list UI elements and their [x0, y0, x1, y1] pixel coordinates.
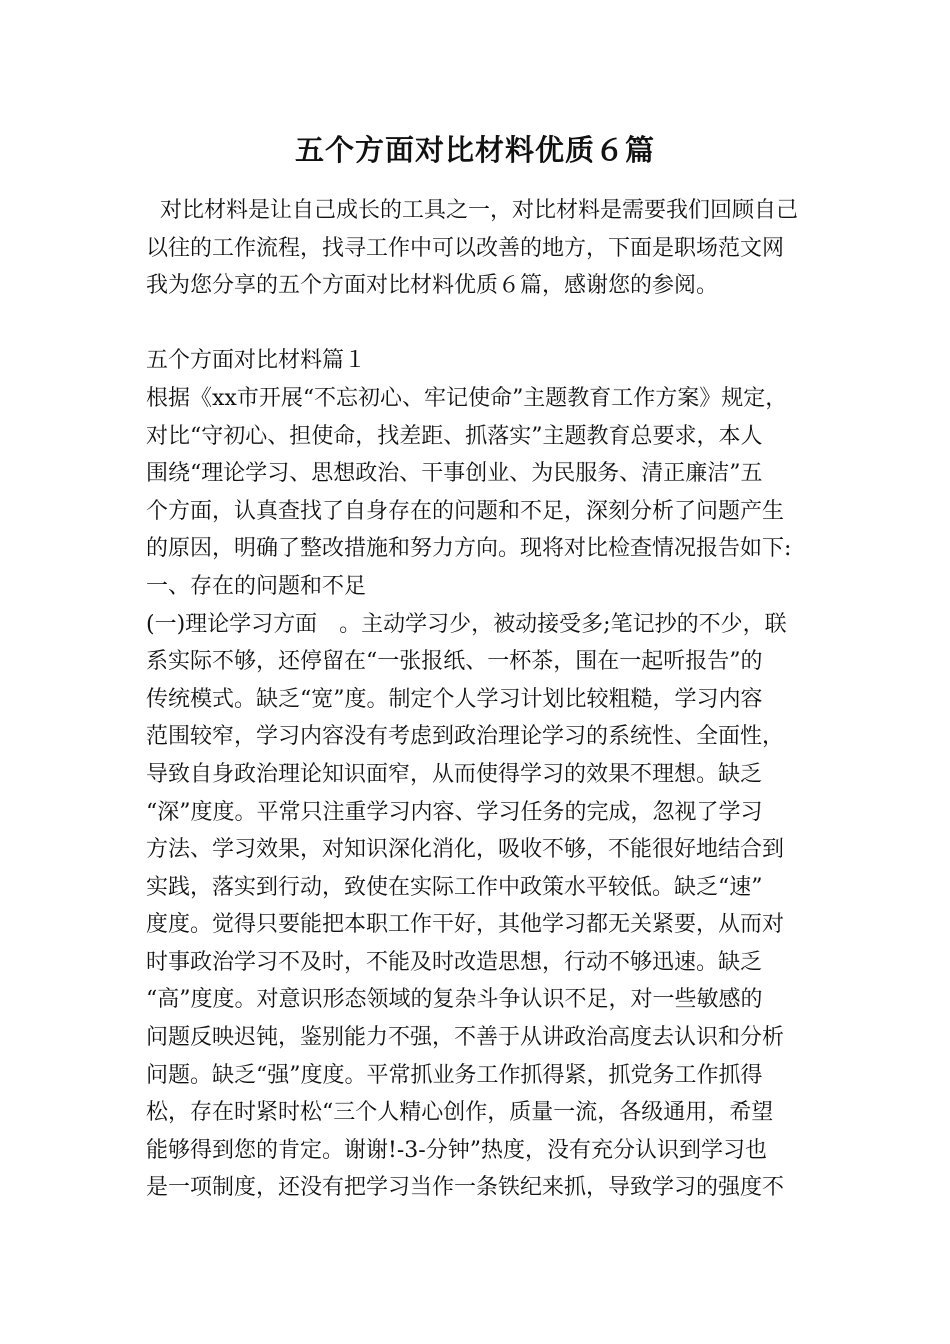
body-line: 传统模式。缺乏“宽”度。制定个人学习计划比较粗糙，学习内容 — [146, 686, 763, 712]
body-line: “深”度度。平常只注重学习内容、学习任务的完成，忽视了学习 — [146, 799, 763, 825]
body-line: 度度。觉得只要能把本职工作干好，其他学习都无关紧要，从而对 — [146, 912, 785, 938]
body-line: 时事政治学习不及时，不能及时改造思想，行动不够迅速。缺乏 — [146, 949, 763, 975]
body-line: 系实际不够，还停留在“一张报纸、一杯茶，围在一起听报告”的 — [146, 649, 763, 675]
body-line: 的原因，明确了整改措施和努力方向。现将对比检查情况报告如下: — [146, 536, 792, 562]
body-line: 个方面，认真查找了自身存在的问题和不足，深刻分析了问题产生 — [146, 498, 785, 524]
intro-paragraph — [146, 192, 826, 305]
paragraph-gap — [146, 305, 826, 343]
body-line: 导致自身政治理论知识面窄，从而使得学习的效果不理想。缺乏 — [146, 761, 763, 787]
body-line: 能够得到您的肯定。谢谢!-3-分钟”热度，没有充分认识到学习也 — [146, 1137, 767, 1163]
body-line: 实践，落实到行动，致使在实际工作中政策水平较低。缺乏“速” — [146, 874, 763, 900]
document-body — [146, 192, 826, 1207]
body-line: 问题反映迟钝，鉴别能力不强，不善于从讲政治高度去认识和分析 — [146, 1025, 785, 1051]
body-line: (一)理论学习方面 。主动学习少，被动接受多;笔记抄的不少，联 — [146, 611, 787, 637]
body-line: 范围较窄，学习内容没有考虑到政治理论学习的系统性、全面性， — [146, 724, 785, 750]
document-title: 五个方面对比材料优质６篇 — [294, 133, 655, 167]
body-line: 对比“守初心、担使命，找差距、抓落实”主题教育总要求，本人 — [146, 423, 763, 449]
intro-line: 以往的工作流程，找寻工作中可以改善的地方，下面是职场范文网 — [146, 235, 785, 261]
intro-line: 对比材料是让自己成长的工具之一，对比材料是需要我们回顾自己 — [146, 198, 798, 223]
body-line: 根据《xx市开展“不忘初心、牢记使命”主题教育工作方案》规定， — [146, 385, 788, 411]
body-line: 是一项制度，还没有把学习当作一条铁纪来抓，导致学习的强度不 — [146, 1175, 785, 1201]
intro-line: 我为您分享的五个方面对比材料优质６篇，感谢您的参阅。 — [146, 273, 719, 299]
section-one — [146, 342, 826, 1207]
body-line: 问题。缺乏“强”度度。平常抓业务工作抓得紧，抓党务工作抓得 — [146, 1062, 763, 1088]
body-line: 围绕“理论学习、思想政治、干事创业、为民服务、清正廉洁”五 — [146, 461, 763, 487]
section-heading: 五个方面对比材料篇１ — [146, 348, 367, 374]
body-line: 松，存在时紧时松“三个人精心创作，质量一流，各级通用，希望 — [146, 1100, 774, 1126]
body-line: 方法、学习效果，对知识深化消化，吸收不够，不能很好地结合到 — [146, 837, 785, 863]
subsection-heading: 一、存在的问题和不足 — [146, 573, 367, 599]
body-line: “高”度度。对意识形态领域的复杂斗争认识不足，对一些敏感的 — [146, 987, 763, 1013]
